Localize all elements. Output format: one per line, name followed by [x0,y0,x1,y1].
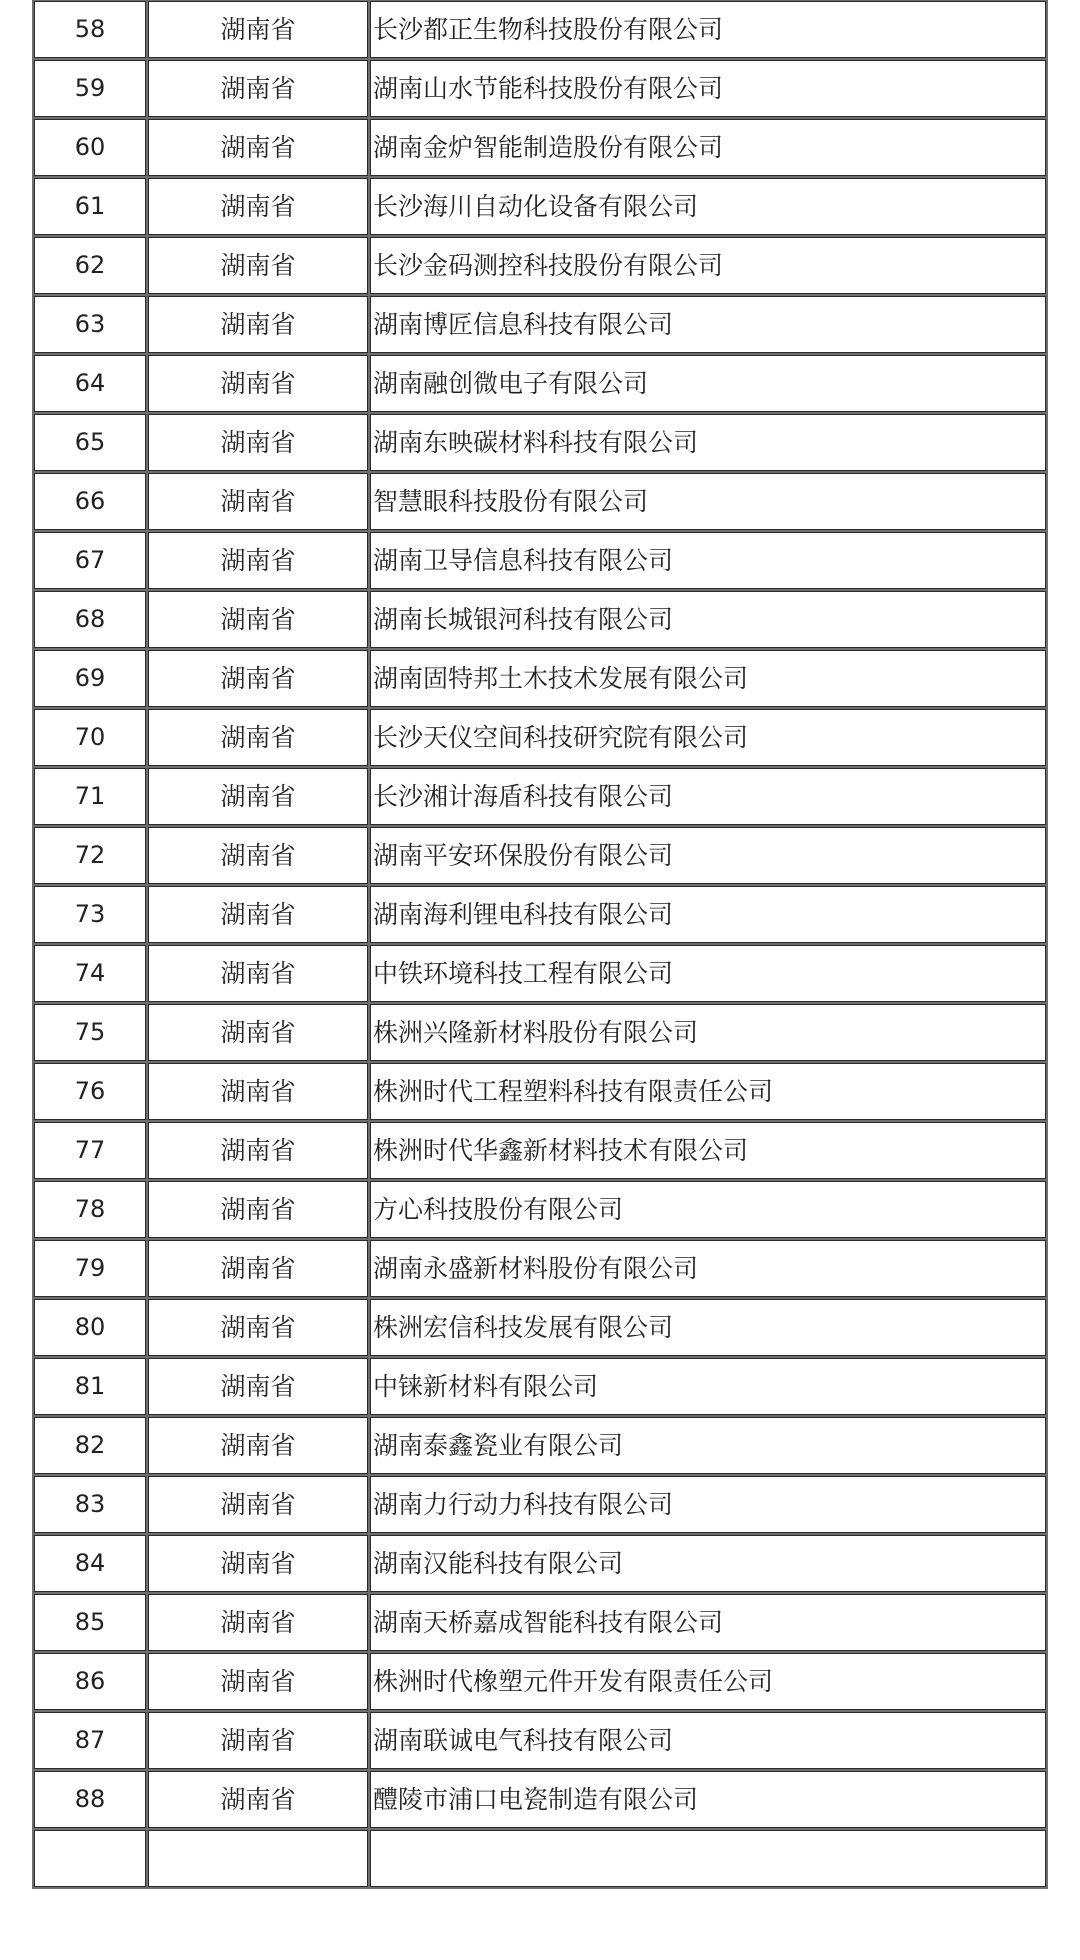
row-number-cell: 80 [32,1299,148,1358]
company-list-table [32,0,1048,1889]
province-cell: 湖南省 [148,60,370,119]
table-row [32,768,1048,827]
company-name-cell: 湖南力行动力科技有限公司 [370,1476,1048,1535]
company-name-cell: 湖南山水节能科技股份有限公司 [370,60,1048,119]
table-row [32,178,1048,237]
province-cell: 湖南省 [148,650,370,709]
table-row [32,1004,1048,1063]
province-cell: 湖南省 [148,473,370,532]
province-cell: 湖南省 [148,414,370,473]
company-name-cell: 方心科技股份有限公司 [370,1181,1048,1240]
province-cell: 湖南省 [148,945,370,1004]
province-cell: 湖南省 [148,1535,370,1594]
row-number-cell: 85 [32,1594,148,1653]
company-name-cell: 智慧眼科技股份有限公司 [370,473,1048,532]
table-row [32,1299,1048,1358]
table-row [32,1181,1048,1240]
province-cell: 湖南省 [148,768,370,827]
company-name-cell: 湖南泰鑫瓷业有限公司 [370,1417,1048,1476]
row-number-cell: 69 [32,650,148,709]
company-list-table-container [32,0,1048,1889]
table-row [32,296,1048,355]
table-row [32,119,1048,178]
table-row [32,650,1048,709]
row-number-cell: 58 [32,0,148,60]
row-number-cell: 77 [32,1122,148,1181]
province-cell: 湖南省 [148,827,370,886]
table-row [32,60,1048,119]
province-cell: 湖南省 [148,1417,370,1476]
table-body [32,0,1048,1889]
company-name-cell: 湖南博匠信息科技有限公司 [370,296,1048,355]
company-name-cell: 湖南联诚电气科技有限公司 [370,1712,1048,1771]
row-number-cell: 71 [32,768,148,827]
table-row [32,709,1048,768]
table-row [32,532,1048,591]
row-number-cell: 84 [32,1535,148,1594]
row-number-cell: 68 [32,591,148,650]
row-number-cell: 81 [32,1358,148,1417]
row-number-cell: 88 [32,1771,148,1830]
table-row [32,1063,1048,1122]
company-name-cell: 湖南东映碳材料科技有限公司 [370,414,1048,473]
company-name-cell: 株洲兴隆新材料股份有限公司 [370,1004,1048,1063]
province-cell: 湖南省 [148,1299,370,1358]
company-name-cell: 长沙海川自动化设备有限公司 [370,178,1048,237]
row-number-cell: 78 [32,1181,148,1240]
row-number-cell: 79 [32,1240,148,1299]
row-number-cell: 83 [32,1476,148,1535]
company-name-cell: 中铼新材料有限公司 [370,1358,1048,1417]
row-number-cell: 75 [32,1004,148,1063]
row-number-cell: 64 [32,355,148,414]
province-cell: 湖南省 [148,355,370,414]
company-name-cell: 中铁环境科技工程有限公司 [370,945,1048,1004]
province-cell: 湖南省 [148,237,370,296]
province-cell: 湖南省 [148,1476,370,1535]
row-number-cell: 82 [32,1417,148,1476]
company-name-cell: 株洲宏信科技发展有限公司 [370,1299,1048,1358]
province-cell: 湖南省 [148,296,370,355]
company-name-cell: 湖南金炉智能制造股份有限公司 [370,119,1048,178]
row-number-cell: 63 [32,296,148,355]
row-number-cell: 65 [32,414,148,473]
row-number-cell: 60 [32,119,148,178]
province-cell: 湖南省 [148,1240,370,1299]
table-row [32,473,1048,532]
table-row [32,1358,1048,1417]
province-cell: 湖南省 [148,0,370,60]
row-number-cell: 87 [32,1712,148,1771]
province-cell: 湖南省 [148,1712,370,1771]
company-name-cell: 湖南天桥嘉成智能科技有限公司 [370,1594,1048,1653]
table-row [32,591,1048,650]
table-row [32,414,1048,473]
company-name-cell: 湖南永盛新材料股份有限公司 [370,1240,1048,1299]
province-cell [148,1830,370,1889]
table-row [32,945,1048,1004]
table-row [32,886,1048,945]
province-cell: 湖南省 [148,1653,370,1712]
province-cell: 湖南省 [148,1181,370,1240]
province-cell: 湖南省 [148,1358,370,1417]
row-number-cell: 74 [32,945,148,1004]
company-name-cell: 湖南融创微电子有限公司 [370,355,1048,414]
row-number-cell: 76 [32,1063,148,1122]
province-cell: 湖南省 [148,591,370,650]
company-name-cell: 长沙都正生物科技股份有限公司 [370,0,1048,60]
province-cell: 湖南省 [148,1004,370,1063]
table-row [32,1653,1048,1712]
table-row [32,1712,1048,1771]
province-cell: 湖南省 [148,532,370,591]
company-name-cell: 株洲时代华鑫新材料技术有限公司 [370,1122,1048,1181]
company-name-cell: 长沙天仪空间科技研究院有限公司 [370,709,1048,768]
province-cell: 湖南省 [148,119,370,178]
province-cell: 湖南省 [148,178,370,237]
table-row [32,1476,1048,1535]
company-name-cell: 湖南卫导信息科技有限公司 [370,532,1048,591]
company-name-cell: 株洲时代橡塑元件开发有限责任公司 [370,1653,1048,1712]
province-cell: 湖南省 [148,1122,370,1181]
company-name-cell: 醴陵市浦口电瓷制造有限公司 [370,1771,1048,1830]
company-name-cell [370,1830,1048,1889]
company-name-cell: 湖南平安环保股份有限公司 [370,827,1048,886]
row-number-cell: 66 [32,473,148,532]
row-number-cell [32,1830,148,1889]
row-number-cell: 67 [32,532,148,591]
table-row [32,1122,1048,1181]
table-row [32,1830,1048,1889]
table-row [32,1535,1048,1594]
company-name-cell: 湖南海利锂电科技有限公司 [370,886,1048,945]
table-row [32,1594,1048,1653]
row-number-cell: 61 [32,178,148,237]
table-row [32,237,1048,296]
row-number-cell: 73 [32,886,148,945]
row-number-cell: 70 [32,709,148,768]
company-name-cell: 株洲时代工程塑料科技有限责任公司 [370,1063,1048,1122]
table-row [32,827,1048,886]
province-cell: 湖南省 [148,709,370,768]
company-name-cell: 长沙湘计海盾科技有限公司 [370,768,1048,827]
row-number-cell: 62 [32,237,148,296]
row-number-cell: 72 [32,827,148,886]
table-row [32,1771,1048,1830]
table-row [32,0,1048,60]
row-number-cell: 86 [32,1653,148,1712]
table-row [32,1417,1048,1476]
province-cell: 湖南省 [148,1771,370,1830]
province-cell: 湖南省 [148,1063,370,1122]
company-name-cell: 长沙金码测控科技股份有限公司 [370,237,1048,296]
row-number-cell: 59 [32,60,148,119]
company-name-cell: 湖南固特邦土木技术发展有限公司 [370,650,1048,709]
company-name-cell: 湖南长城银河科技有限公司 [370,591,1048,650]
company-name-cell: 湖南汉能科技有限公司 [370,1535,1048,1594]
table-row [32,355,1048,414]
province-cell: 湖南省 [148,886,370,945]
table-row [32,1240,1048,1299]
province-cell: 湖南省 [148,1594,370,1653]
